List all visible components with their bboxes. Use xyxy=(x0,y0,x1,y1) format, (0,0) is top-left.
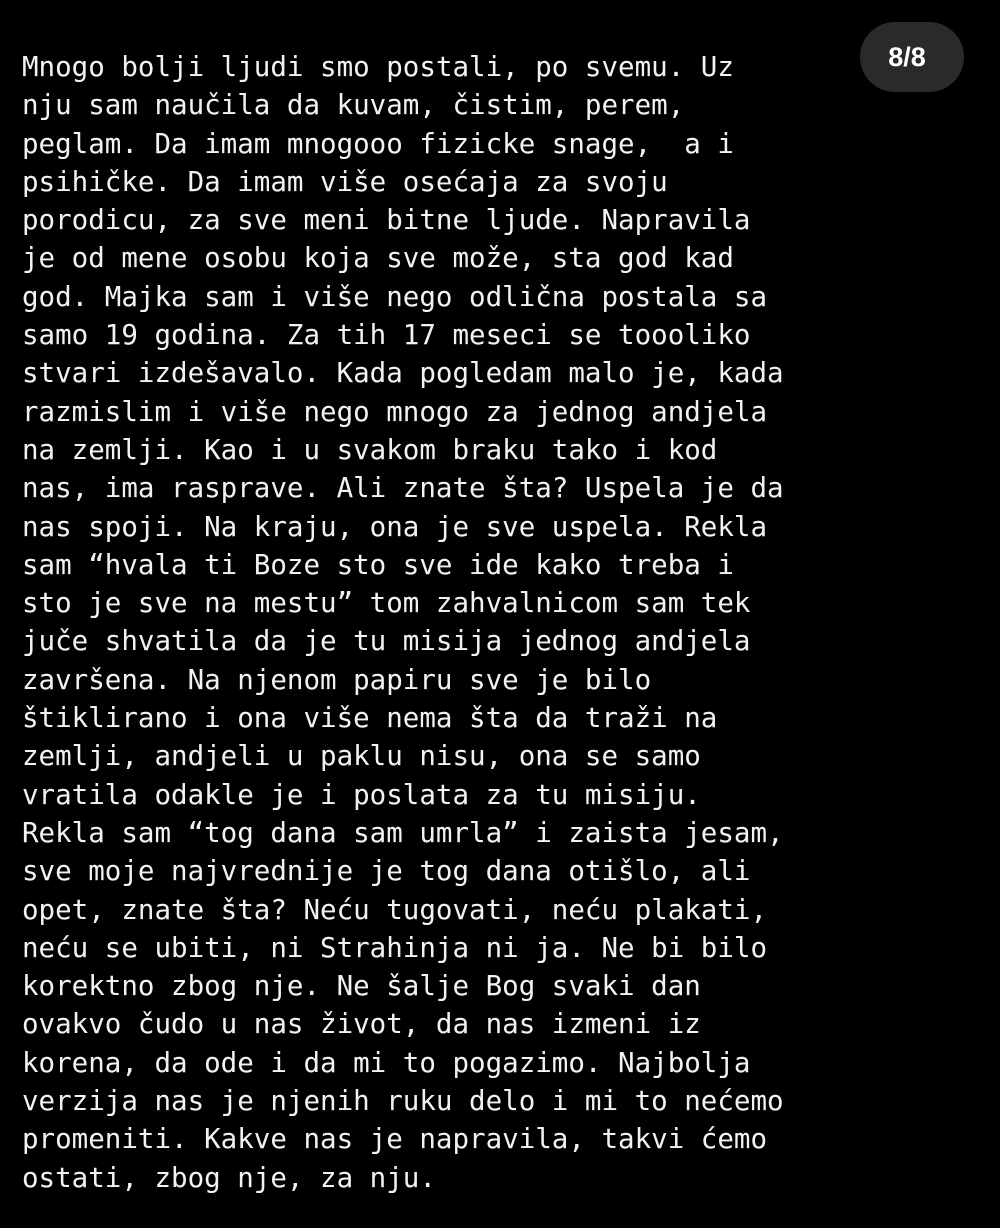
story-line: juče shvatila da je tu misija jednog andjela xyxy=(22,625,751,658)
story-line: vratila odakle je i poslata za tu misiju. xyxy=(22,778,701,811)
story-line: nas, ima rasprave. Ali znate šta? Uspela je da xyxy=(22,472,784,505)
story-line: Mnogo bolji ljudi smo postali, po svemu. Uz xyxy=(22,51,734,83)
story-line: sam “hvala ti Boze sto sve ide kako treba i xyxy=(22,548,734,581)
story-line: razmislim i više nego mnogo za jednog andjela xyxy=(22,395,768,428)
story-text xyxy=(22,48,982,1197)
story-line: neću se ubiti, ni Strahinja ni ja. Ne bi bilo xyxy=(22,931,768,964)
story-line: sve moje najvrednije je tog dana otišlo, ali xyxy=(22,855,751,888)
story-line: je od mene osobu koja sve može, sta god kad xyxy=(22,242,734,275)
story-line: promeniti. Kakve nas je napravila, takvi ćemo xyxy=(22,1123,768,1156)
story-line: opet, znate šta? Neću tugovati, neću plakati, xyxy=(22,893,768,926)
page-indicator-badge[interactable]: 8/8 xyxy=(860,22,964,92)
story-line: završena. Na njenom papiru sve je bilo xyxy=(22,663,652,696)
story-line: ovakvo čudo u nas život, da nas izmeni iz xyxy=(22,1008,701,1041)
story-line: god. Majka sam i više nego odlična postala sa xyxy=(22,280,768,313)
story-line: korektno zbog nje. Ne šalje Bog svaki dan xyxy=(22,970,701,1003)
story-line: Rekla sam “tog dana sam umrla” i zaista jesam, xyxy=(22,816,784,849)
story-line: verzija nas je njenih ruku delo i mi to nećemo xyxy=(22,1085,784,1118)
story-line: štiklirano i ona više nema šta da traži na xyxy=(22,702,718,735)
story-line: na zemlji. Kao i u svakom braku tako i kod xyxy=(22,433,718,466)
story-line: korena, da ode i da mi to pogazimo. Najbolja xyxy=(22,1046,751,1079)
story-line: zemlji, andjeli u paklu nisu, ona se samo xyxy=(22,740,701,773)
story-line: nas spoji. Na kraju, ona je sve uspela. Rekla xyxy=(22,510,768,543)
story-line: porodicu, za sve meni bitne ljude. Napravila xyxy=(22,204,751,237)
story-line: samo 19 godina. Za tih 17 meseci se toooliko xyxy=(22,319,751,352)
story-line: peglam. Da imam mnogooo fizicke snage, a i xyxy=(22,127,734,160)
story-line: sto je sve na mestu” tom zahvalnicom sam tek xyxy=(22,587,751,620)
story-line: psihičke. Da imam više osećaja za svoju xyxy=(22,165,668,198)
story-line: nju sam naučila da kuvam, čistim, perem, xyxy=(22,89,685,122)
story-line: stvari izdešavalo. Kada pogledam malo je, kada xyxy=(22,357,784,390)
story-line: ostati, zbog nje, za nju. xyxy=(22,1161,436,1194)
